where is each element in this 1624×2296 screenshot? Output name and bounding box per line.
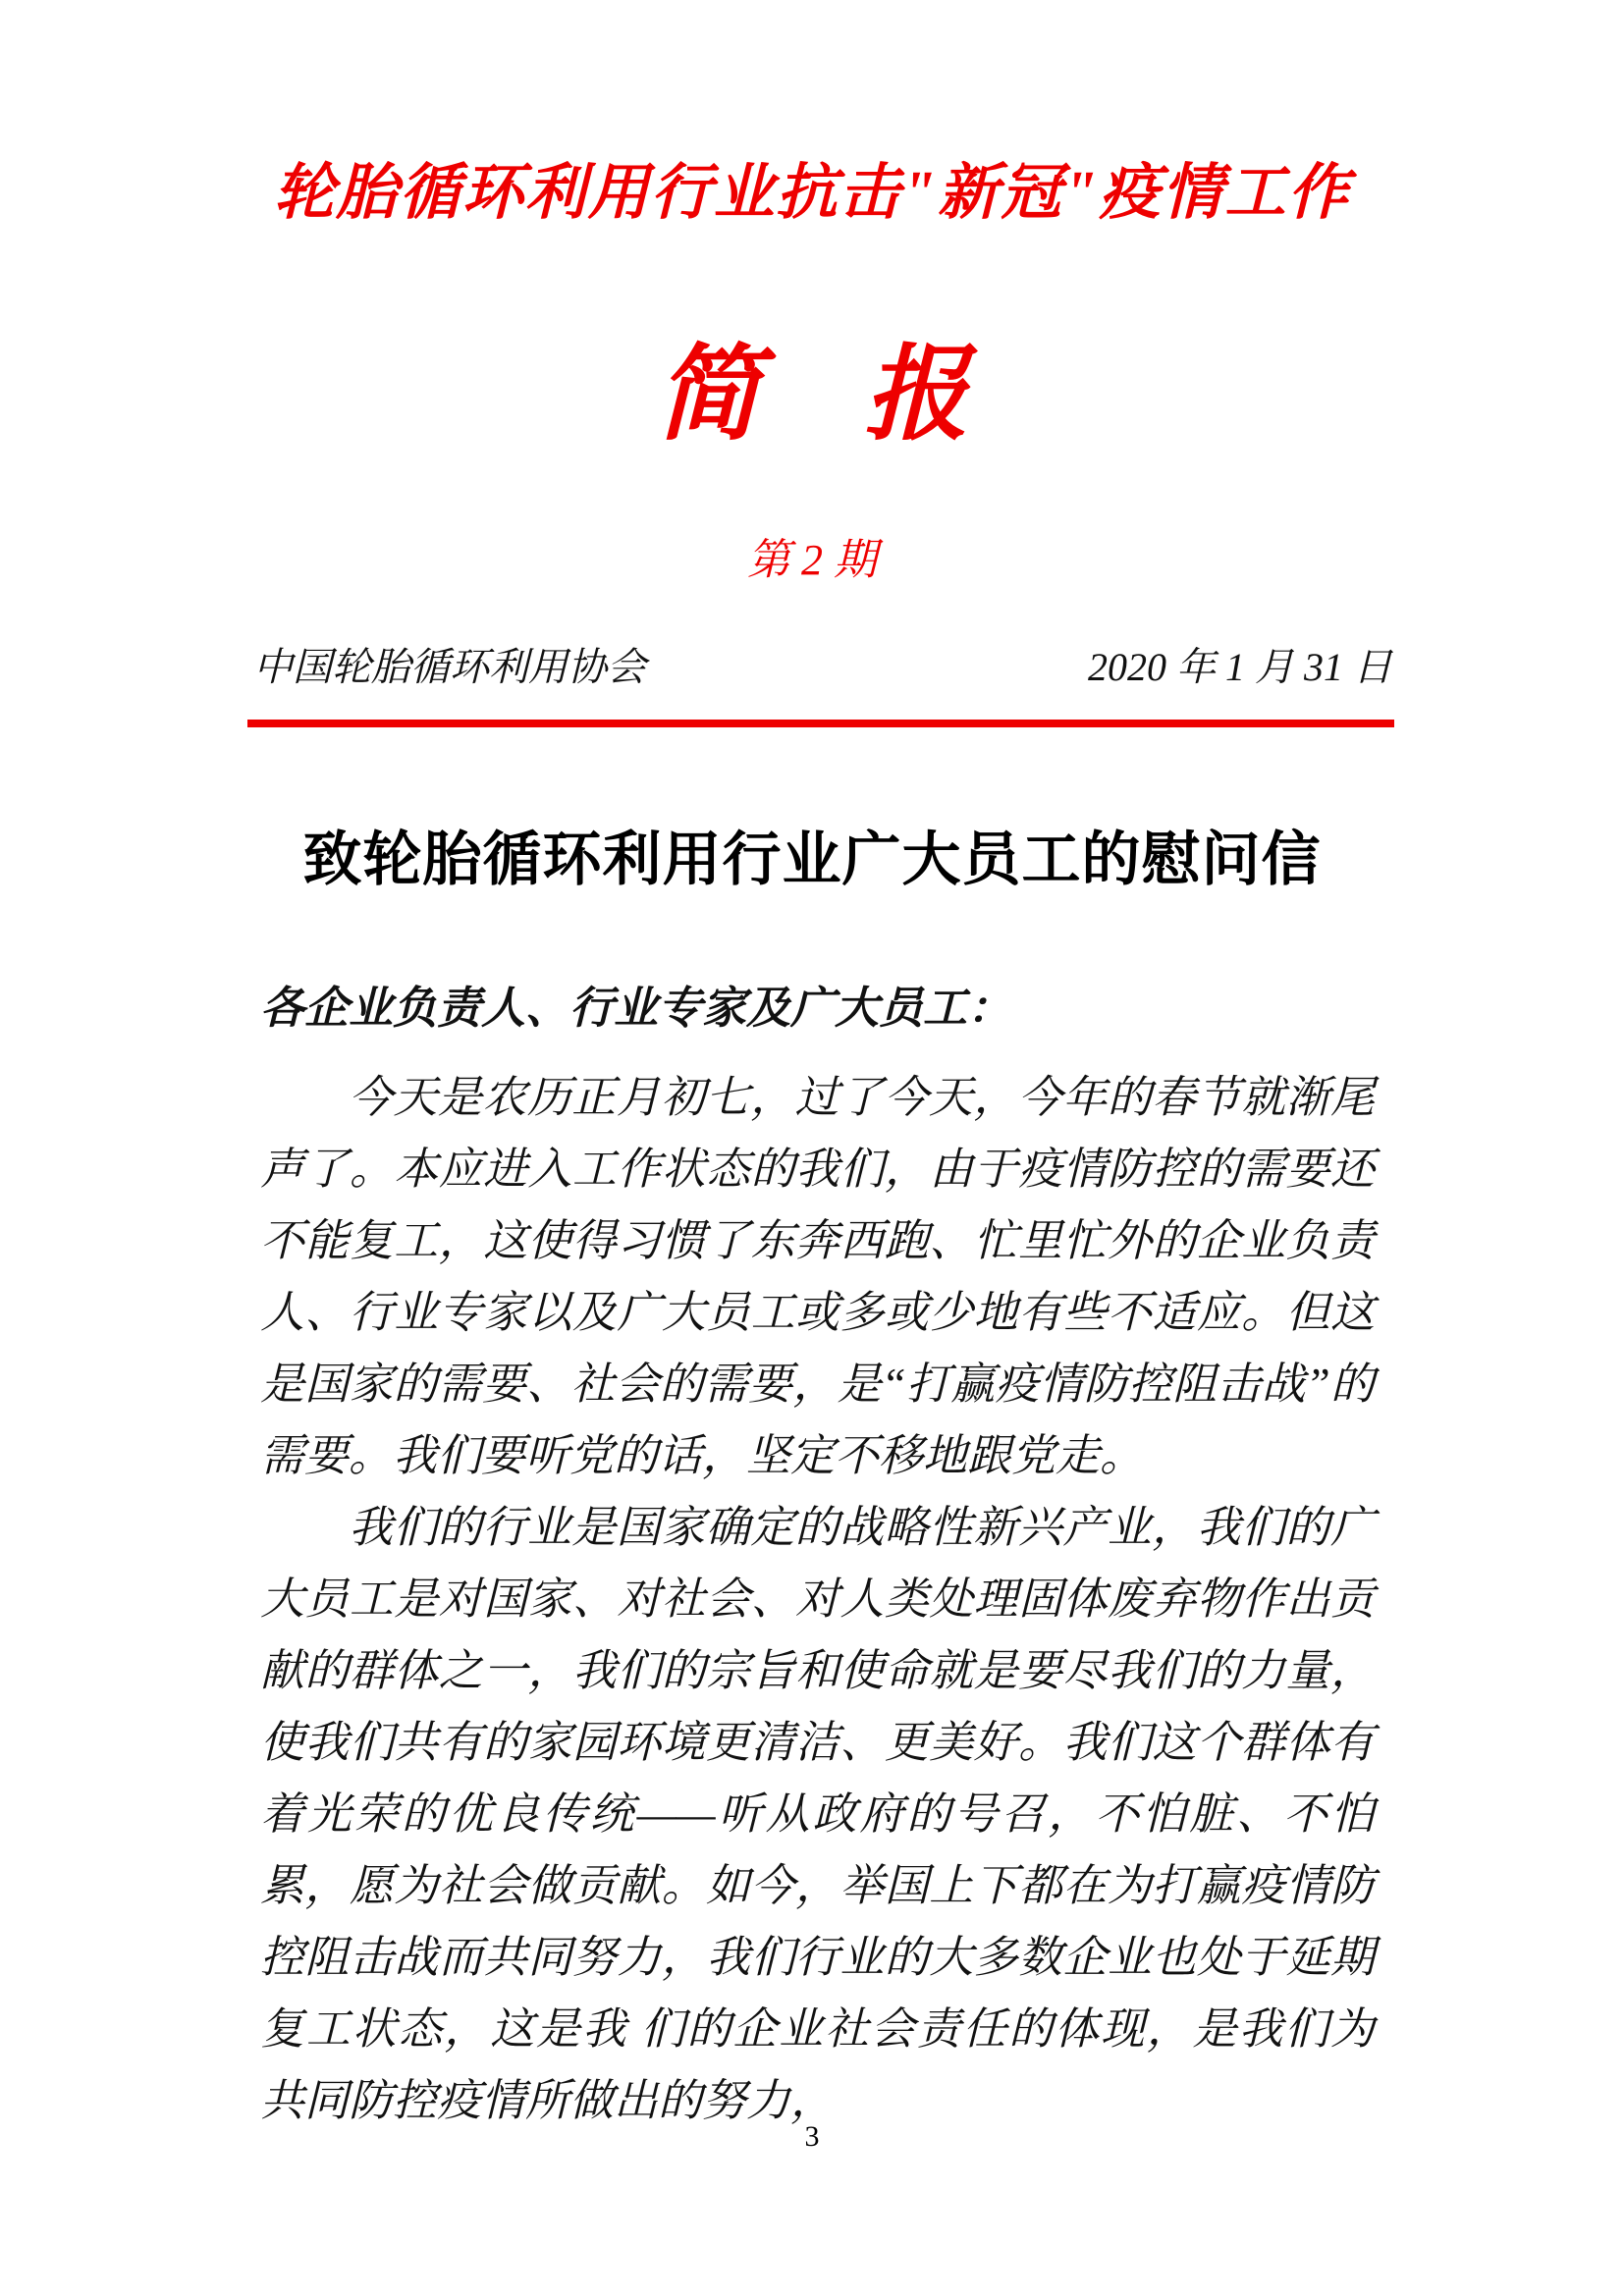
red-divider-rule [247,720,1394,727]
bulletin-title: 简 报 [656,337,968,453]
bulletin-supertitle: 轮胎循环利用行业抗击"新冠"疫情工作 [273,160,1351,227]
letter-paragraph-2: 我们的行业是国家确定的战略性新兴产业，我们的广大员工是对国家、对社会、对人类处理固体废弃物作出贡献的群体之一，我们的宗旨和使命就是要尽我们的力量，使我们共有的家园环境更清洁、更美好。我们这个群体有着光荣的优良传统——听从政府的号召，不怕脏、不怕累，愿为社会做贡献。如今，举国上下都在为打赢疫情防控阻击战而共同努力，我们行业的大多数企业也处于延期复工状态，这是我 们的企业社会责任的体现，是我们为共同防控疫情所做出的努力， [260,1503,1375,2125]
organization-name: 中国轮胎循环利用协会 [253,645,646,689]
publication-date: 2020 年 1 月 31 日 [1088,645,1392,689]
letter-paragraph-1: 今天是农历正月初七，过了今天，今年的春节就渐尾声了。本应进入工作状态的我们，由于疫情防控的需要还不能复工，这使得习惯了东奔西跑、忙里忙外的企业负责人、行业专家以及广大员工或多或少地有些不适应。但这是国家的需要、社会的需要，是“打赢疫情防控阻击战”的需要。我们要听党的话，坚定不移地跟党走。 [260,1073,1375,1480]
masthead-meta-row [253,636,1392,692]
letter-salutation: 各企业负责人、行业专家及广大员工： [260,984,1012,1033]
letter-heading: 致轮胎循环利用行业广大员工的慰问信 [302,827,1322,892]
page-number: 3 [804,2120,820,2153]
letter-body [260,1062,1375,2137]
issue-number: 第 2 期 [747,536,877,584]
